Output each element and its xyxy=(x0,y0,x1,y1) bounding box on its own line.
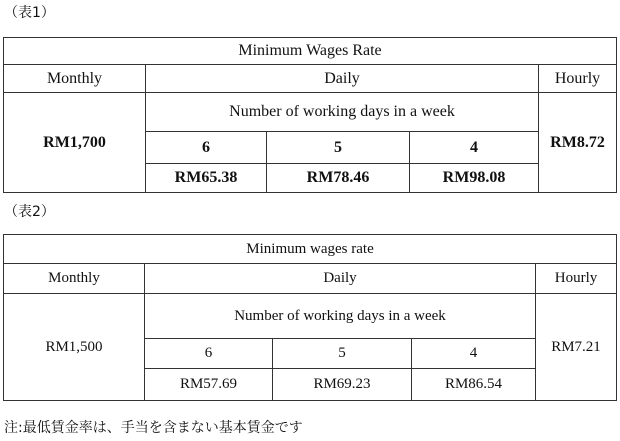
table1-header-row xyxy=(4,65,617,93)
table2-monthly-value: RM1,500 xyxy=(4,294,145,401)
table1-days-4: 4 xyxy=(410,132,539,164)
table2-caption: （表2） xyxy=(4,204,55,220)
table2-hourly-value: RM7.21 xyxy=(536,294,617,401)
table1-caption: （表1） xyxy=(4,5,55,21)
table2-header-monthly: Monthly xyxy=(4,264,145,294)
table1-minimum-wages xyxy=(3,37,617,193)
table2-daily-5days: RM69.23 xyxy=(273,369,412,401)
table1-header-monthly: Monthly xyxy=(4,65,146,93)
table1-hourly-value: RM8.72 xyxy=(539,93,617,193)
table1-title-row xyxy=(4,38,617,65)
table1-subheader-row xyxy=(4,93,617,132)
table1-daily-5days: RM78.46 xyxy=(267,164,410,193)
table2-daily-6days: RM57.69 xyxy=(145,369,273,401)
table1-days-5: 5 xyxy=(267,132,410,164)
table2-days-6: 6 xyxy=(145,339,273,369)
table2-subheader-row xyxy=(4,294,617,339)
table1-monthly-value: RM1,700 xyxy=(4,93,146,193)
table1-daily-6days: RM65.38 xyxy=(146,164,267,193)
table2-days-5: 5 xyxy=(273,339,412,369)
table2-subheader: Number of working days in a week xyxy=(145,294,536,339)
table2-header-hourly: Hourly xyxy=(536,264,617,294)
table1-title: Minimum Wages Rate xyxy=(4,38,617,65)
footnote: 注:最低賃金率は、手当を含まない基本賃金です xyxy=(4,420,303,436)
table2-days-4: 4 xyxy=(412,339,536,369)
table1-subheader: Number of working days in a week xyxy=(146,93,539,132)
table1-daily-4days: RM98.08 xyxy=(410,164,539,193)
table1-header-daily: Daily xyxy=(146,65,539,93)
table1-header-hourly: Hourly xyxy=(539,65,617,93)
table2-title: Minimum wages rate xyxy=(4,235,617,264)
table2-header-daily: Daily xyxy=(145,264,536,294)
table1-days-6: 6 xyxy=(146,132,267,164)
table2-daily-4days: RM86.54 xyxy=(412,369,536,401)
table2-header-row xyxy=(4,264,617,294)
table2-minimum-wages xyxy=(3,234,617,401)
table2-title-row xyxy=(4,235,617,264)
